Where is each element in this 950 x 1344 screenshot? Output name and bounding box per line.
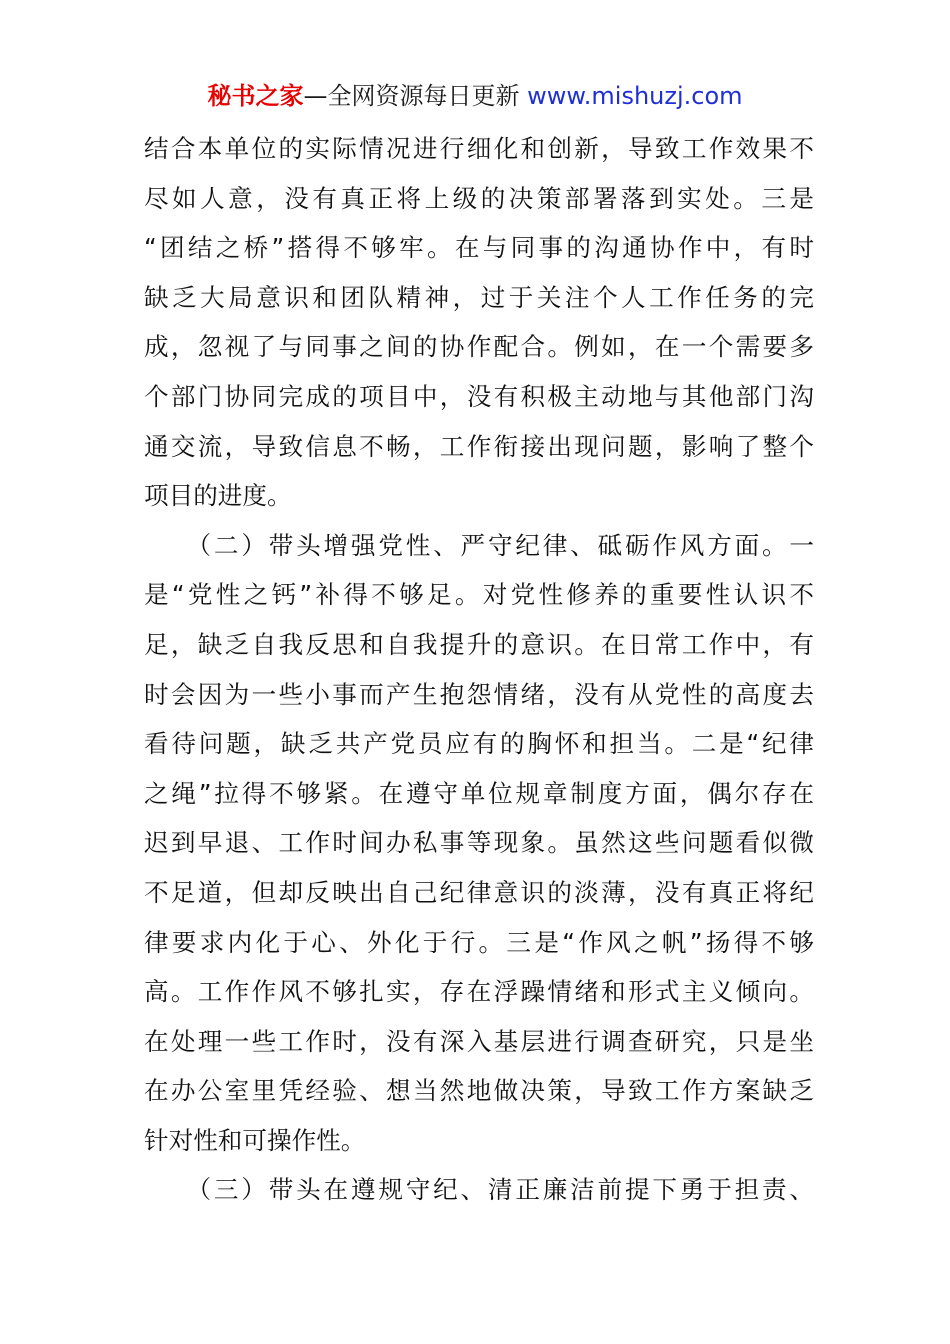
text-line: 时会因为一些小事而产生抱怨情绪，没有从党性的高度去 [144, 679, 814, 709]
text-line: 不足道，但却反映出自己纪律意识的淡薄，没有真正将纪 [144, 877, 814, 907]
text-line: 缺乏大局意识和团队精神，过于关注个人工作任务的完 [144, 282, 814, 312]
text-line: 看待问题，缺乏共产党员应有的胸怀和担当。二是“纪律 [144, 729, 814, 759]
text-line: 之绳”拉得不够紧。在遵守单位规章制度方面，偶尔存在 [144, 778, 814, 808]
section-heading-line: （二）带头增强党性、严守纪律、砥砺作风方面。一 [144, 530, 814, 560]
text-line: 高。工作作风不够扎实，存在浮躁情绪和形式主义倾向。 [144, 977, 814, 1007]
text-line: 项目的进度。 [144, 481, 292, 511]
text-line: 在办公室里凭经验、想当然地做决策，导致工作方案缺乏 [144, 1076, 814, 1106]
text-line: 结合本单位的实际情况进行细化和创新，导致工作效果不 [144, 134, 814, 163]
text-line: 在处理一些工作时，没有深入基层进行调查研究，只是坐 [144, 1026, 814, 1056]
text-line: 是“党性之钙”补得不够足。对党性修养的重要性认识不 [144, 580, 814, 610]
text-line: 足，缺乏自我反思和自我提升的意识。在日常工作中，有 [144, 629, 814, 659]
document-body [144, 124, 814, 1215]
text-line: 成，忽视了与同事之间的协作配合。例如，在一个需要多 [144, 332, 814, 362]
site-url-link[interactable]: www.mishuzj.com [527, 82, 743, 110]
text-line: 通交流，导致信息不畅，工作衔接出现问题，影响了整个 [144, 431, 814, 461]
text-line: 针对性和可操作性。 [144, 1125, 366, 1155]
text-line: “团结之桥”搭得不够牢。在与同事的沟通协作中，有时 [144, 233, 814, 263]
text-line: 个部门协同完成的项目中，没有积极主动地与其他部门沟 [144, 381, 814, 411]
text-line: 律要求内化于心、外化于行。三是“作风之帆”扬得不够 [144, 927, 814, 957]
text-line: 迟到早退、工作时间办私事等现象。虽然这些问题看似微 [144, 828, 814, 858]
section-heading-line: （三）带头在遵规守纪、清正廉洁前提下勇于担责、 [144, 1175, 814, 1205]
header-tagline: —全网资源每日更新 [303, 82, 520, 110]
text-line: 尽如人意，没有真正将上级的决策部署落到实处。三是 [144, 183, 814, 213]
page-header [0, 80, 950, 112]
brand-name: 秘书之家 [207, 82, 304, 110]
